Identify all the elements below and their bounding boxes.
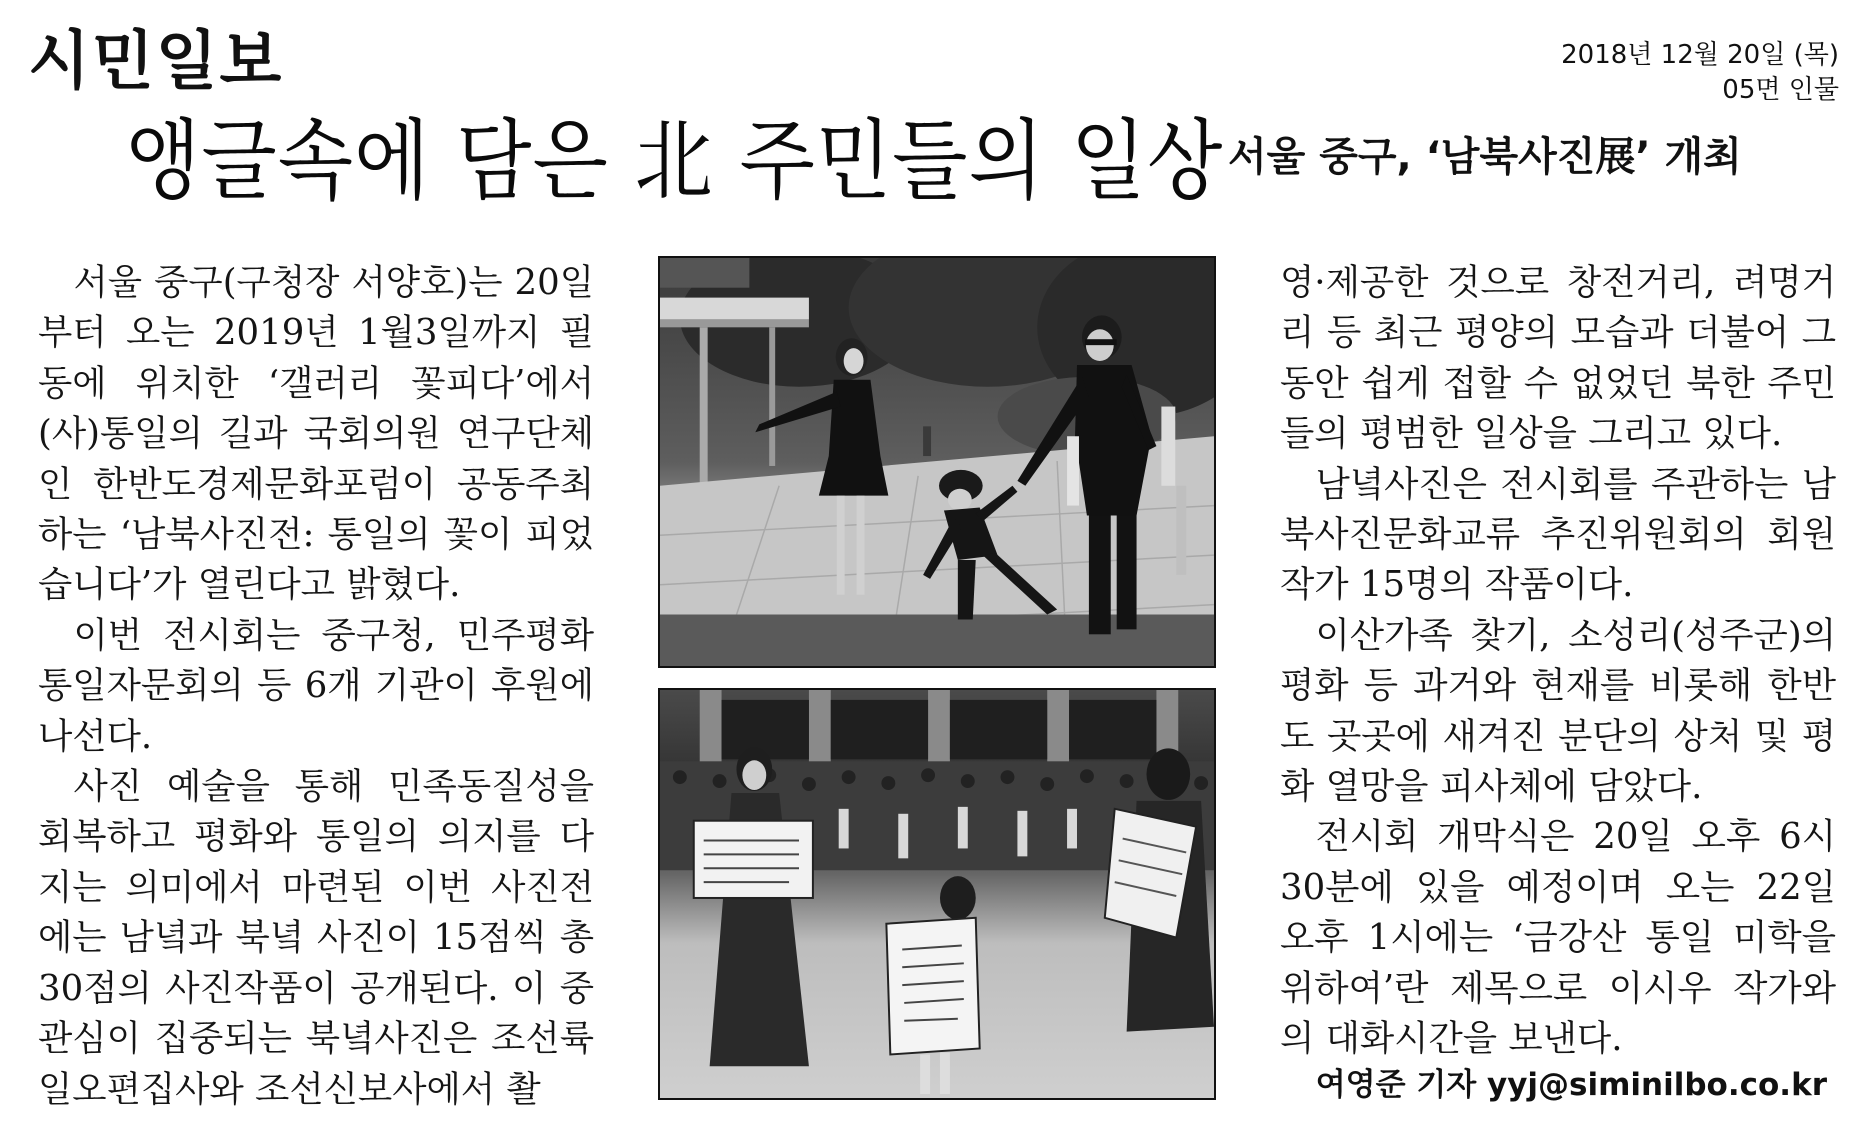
photo-north-family [658,256,1216,668]
page-section: 05면 인물 [1722,75,1839,105]
paragraph: 서울 중구(구청장 서양호)는 20일부터 오는 2019년 1월3일까지 필동에 위치한 ‘갤러리 꽃피다’에서 (사)통일의 길과 국회의원 연구단체인 한반도경제문화포럼이 공동주최하는 ‘남북사진전: 통일의 꽃이 피었습니다’가 열린다고 밝혔다. [38,262,594,606]
article-headline: 앵글속에 담은 北 주민들의 일상 [125,111,1224,213]
paragraph: 전시회 개막식은 20일 오후 6시 30분에 있을 예정이며 오는 22일 오후 1시에는 ‘금강산 통일 미학을 위하여’란 제목으로 이시우 작가와의 대화시간을 보낸다. [1280,816,1836,1060]
article-subheadline: 서울 중구, ‘남북사진展’ 개최 [1228,134,1742,180]
dateline [1561,38,1839,108]
byline: 여영준 기자 yyj@siminilbo.co.kr [1315,1067,1827,1103]
newspaper-name: 시민일보 [28,25,284,99]
paragraph: 영·제공한 것으로 창전거리, 려명거리 등 최근 평양의 모습과 더불어 그동안 쉽게 접할 수 없었던 북한 주민들의 평범한 일상을 그리고 있다. [1280,262,1836,455]
paragraph: 이번 전시회는 중구청, 민주평화통일자문회의 등 6개 기관이 후원에 나선다. [38,614,594,757]
paragraph: 사진 예술을 통해 민족동질성을 회복하고 평화와 통일의 의지를 다지는 의미에서 마련된 이번 사진전에는 남녘과 북녘 사진이 15점씩 총 30점의 사진작품이 공개된다. 이 중 관심이 집중되는 북녘사진은 조선륙일오편집사와 조선신보사에서 촬 [38,766,594,1110]
photo-separated-families [658,688,1216,1100]
issue-date: 2018년 12월 20일 (목) [1561,40,1839,70]
paragraph: 남녘사진은 전시회를 주관하는 남북사진문화교류 추진위원회의 회원 작가 15명의 작품이다. [1280,463,1836,606]
article-column-right [1280,258,1836,1065]
article-column-left [38,258,594,1115]
paragraph: 이산가족 찾기, 소성리(성주군)의 평화 등 과거와 현재를 비롯해 한반도 곳곳에 새겨진 분단의 상처 및 평화 열망을 피사체에 담았다. [1280,614,1836,808]
